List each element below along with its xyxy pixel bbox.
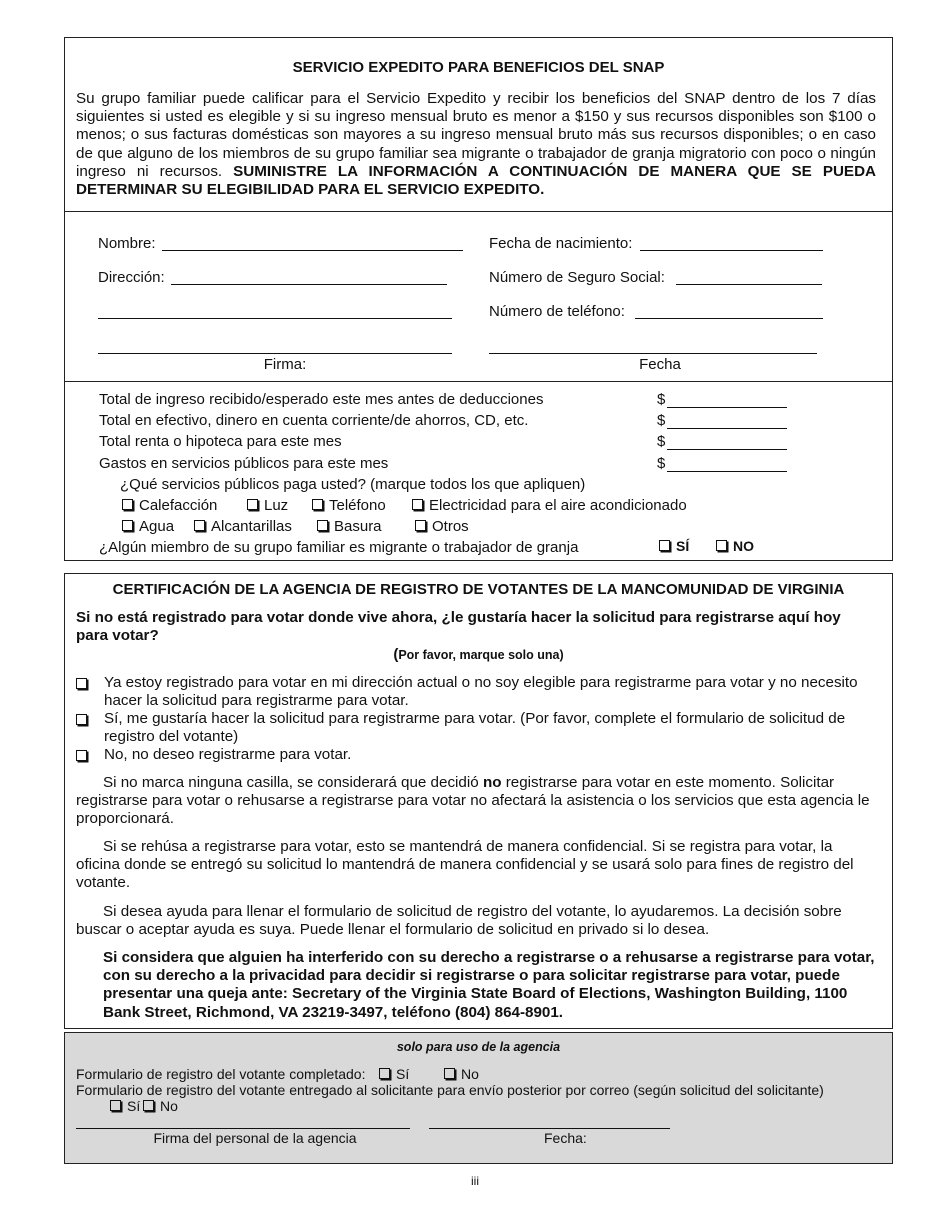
voter-mark-one <box>64 646 893 663</box>
no-label: No <box>160 1098 178 1114</box>
utility-label: Teléfono <box>329 497 386 514</box>
finance-row <box>99 412 799 429</box>
voter-question: Si no está registrado para votar donde vive ahora, ¿le gustaría hacer la solicitud para registrarse aquí hoy para votar? <box>76 609 841 645</box>
checkbox-icon[interactable] <box>317 520 328 531</box>
migrant-yes-label: SÍ <box>676 538 690 554</box>
phone-label: Número de teléfono: <box>489 303 625 320</box>
finance-row-field[interactable] <box>667 407 787 408</box>
utility-label: Electricidad para el aire acondicionado <box>429 497 687 514</box>
agency-completed-yes[interactable] <box>379 1066 409 1082</box>
checkbox-icon[interactable] <box>379 1068 390 1079</box>
name-label: Nombre: <box>98 235 156 252</box>
finance-row-field[interactable] <box>667 428 787 429</box>
finance-row-currency: $ <box>657 391 666 408</box>
migrant-yes[interactable] <box>659 538 689 554</box>
date-label: Fecha <box>639 356 681 373</box>
utility-label: Agua <box>139 518 175 535</box>
finance-row-currency: $ <box>657 412 666 429</box>
finance-row-label: Total de ingreso recibido/esperado este mes antes de deducciones <box>99 391 544 408</box>
dob-field[interactable] <box>640 250 823 251</box>
name-field[interactable] <box>162 250 463 251</box>
agency-date-label: Fecha: <box>544 1130 587 1146</box>
finance-row-label: Total renta o hipoteca para este mes <box>99 433 342 450</box>
para1-c: registrarse para votar en este momento. Solicitar registrarse para votar o rehusarse a registrarse para votar no afectará la asistencia o los servicios que esta agencia le proporcionará. <box>76 774 870 828</box>
address-field[interactable] <box>171 284 447 285</box>
staff-signature-label: Firma del personal de la agencia <box>153 1130 357 1146</box>
checkbox-icon[interactable] <box>659 540 670 551</box>
snap-title-divider <box>64 211 893 212</box>
checkbox-icon[interactable] <box>76 750 87 761</box>
agency-title: solo para uso de la agencia <box>396 1040 561 1054</box>
signature-label: Firma: <box>263 356 307 373</box>
migrant-no[interactable] <box>716 538 754 554</box>
snap-intro <box>76 90 876 199</box>
voter-paragraph-1 <box>76 774 876 829</box>
address-field-line2[interactable] <box>98 318 452 319</box>
checkbox-icon[interactable] <box>444 1068 455 1079</box>
utility-phone[interactable] <box>312 497 386 514</box>
yes-label: Sí <box>396 1066 410 1082</box>
agency-delivered-no[interactable] <box>143 1098 178 1114</box>
para1-a: Si no marca ninguna casilla, se considerará que decidió <box>103 774 479 791</box>
signature-field[interactable] <box>98 353 452 354</box>
date-field[interactable] <box>489 353 817 354</box>
utility-heating[interactable] <box>122 497 217 514</box>
agency-completed-no[interactable] <box>444 1066 479 1082</box>
checkbox-icon[interactable] <box>76 678 87 689</box>
dob-label: Fecha de nacimiento: <box>489 235 633 252</box>
utility-ac[interactable] <box>412 497 687 514</box>
voter-option-label: Sí, me gustaría hacer la solicitud para registrarme para votar. (Por favor, complete el formulario de solicitud de registro del votante) <box>104 710 846 745</box>
ssn-field[interactable] <box>676 284 822 285</box>
checkbox-icon[interactable] <box>716 540 727 551</box>
finance-row-field[interactable] <box>667 471 787 472</box>
finance-row-field[interactable] <box>667 449 787 450</box>
checkbox-icon[interactable] <box>412 499 423 510</box>
finance-row <box>99 455 799 472</box>
ssn-label: Número de Seguro Social: <box>489 269 665 286</box>
voter-option-yes[interactable] <box>76 710 876 746</box>
agency-completed-label: Formulario de registro del votante completado: <box>76 1066 366 1082</box>
checkbox-icon[interactable] <box>122 499 133 510</box>
no-label: No <box>461 1066 479 1082</box>
voter-option-no[interactable] <box>76 746 876 764</box>
para1-b: no <box>482 774 502 791</box>
voter-option-label: No, no deseo registrarme para votar. <box>104 746 352 763</box>
migrant-question: ¿Algún miembro de su grupo familiar es migrante o trabajador de granja <box>99 539 579 556</box>
agency-delivered-yes[interactable] <box>110 1098 140 1114</box>
agency-date-field[interactable] <box>429 1128 670 1129</box>
utilities-question: ¿Qué servicios públicos paga usted? (marque todos los que apliquen) <box>120 476 586 493</box>
checkbox-icon[interactable] <box>122 520 133 531</box>
yes-label: Sí <box>127 1098 141 1114</box>
voter-option-label: Ya estoy registrado para votar en mi dirección actual o no soy elegible para registrarme para votar y no necesito hacer la solicitud para registrarme para votar. <box>104 674 858 709</box>
staff-signature-field[interactable] <box>76 1128 410 1129</box>
voter-title: CERTIFICACIÓN DE LA AGENCIA DE REGISTRO DE VOTANTES DE LA MANCOMUNIDAD DE VIRGINIA <box>112 581 845 598</box>
utility-label: Basura <box>334 518 382 535</box>
checkbox-icon[interactable] <box>110 1100 121 1111</box>
checkbox-icon[interactable] <box>312 499 323 510</box>
checkbox-icon[interactable] <box>247 499 258 510</box>
snap-intro-bold: SUMINISTRE LA INFORMACIÓN A CONTINUACIÓN DE MANERA QUE SE PUEDA DETERMINAR SU ELEGIBILIDAD PARA EL SERVICIO EXPEDITO. <box>76 162 876 199</box>
finance-row-currency: $ <box>657 433 666 450</box>
checkbox-icon[interactable] <box>194 520 205 531</box>
address-label: Dirección: <box>98 269 165 286</box>
voter-paragraph-2: Si se rehúsa a registrarse para votar, esto se mantendrá de manera confidencial. Si se registra para votar, la oficina donde se entregó su solicitud lo mantendrá de manera confidencial y se usará solo para fines de registro del votante. <box>76 838 854 892</box>
utility-light[interactable] <box>247 497 288 514</box>
utility-trash[interactable] <box>317 518 382 535</box>
phone-field[interactable] <box>635 318 823 319</box>
finance-row <box>99 433 799 450</box>
utility-other[interactable] <box>415 518 469 535</box>
utility-label: Calefacción <box>139 497 218 514</box>
checkbox-icon[interactable] <box>76 714 87 725</box>
voter-paragraph-3: Si desea ayuda para llenar el formulario de solicitud de registro del votante, lo ayudaremos. La decisión sobre buscar o aceptar ayuda es suya. Puede llenar el formulario de solicitud en privado si lo desea. <box>76 903 842 939</box>
utility-water[interactable] <box>122 518 174 535</box>
voter-option-registered[interactable] <box>76 674 876 710</box>
migrant-no-label: NO <box>733 538 754 554</box>
mark-one-paren: ( <box>393 646 399 663</box>
utility-label: Alcantarillas <box>211 518 292 535</box>
finance-row-label: Gastos en servicios públicos para este mes <box>99 455 389 472</box>
checkbox-icon[interactable] <box>143 1100 154 1111</box>
snap-intro-text: Su grupo familiar puede calificar para el Servicio Expedito y recibir los beneficios del SNAP dentro de los 7 días siguientes si usted es elegible y si su ingreso mensual bruto es menor a $150 y sus recursos disponibles son $100 o menos; o sus facturas domésticas son mayores a su ingreso mensual bruto más sus recursos disponibles; o en caso de que alguno de los miembros de su grupo familiar sea migrante o trabajador de granja migratorio con poco o ningún ingreso ni recursos. <box>76 90 876 180</box>
utility-label: Otros <box>432 518 469 535</box>
checkbox-icon[interactable] <box>415 520 426 531</box>
mark-one-text: Por favor, marque solo una) <box>398 648 564 662</box>
finance-divider <box>64 381 893 382</box>
finance-row-currency: $ <box>657 455 666 472</box>
finance-row <box>99 391 799 408</box>
finance-row-label: Total en efectivo, dinero en cuenta corriente/de ahorros, CD, etc. <box>99 412 529 429</box>
voter-complaint: Si considera que alguien ha interferido con su derecho a registrarse o a rehusarse a registrarse para votar, con su derecho a la privacidad para decidir si registrarse o para solicitar registrarse para votar, puede presentar una queja ante: Secretary of the Virginia State Board of Elections, Washington Building, 1100 Bank Street, Richmond, VA 23219-3497, teléfono (804) 864-8901. <box>103 949 875 1021</box>
utility-sewer[interactable] <box>194 518 292 535</box>
page-number: iii <box>471 1174 479 1188</box>
agency-delivered-label: Formulario de registro del votante entregado al solicitante para envío posterior por correo (según solicitud del solicitante) <box>76 1082 824 1098</box>
utility-label: Luz <box>264 497 289 514</box>
snap-title: SERVICIO EXPEDITO PARA BENEFICIOS DEL SNAP <box>292 59 665 76</box>
